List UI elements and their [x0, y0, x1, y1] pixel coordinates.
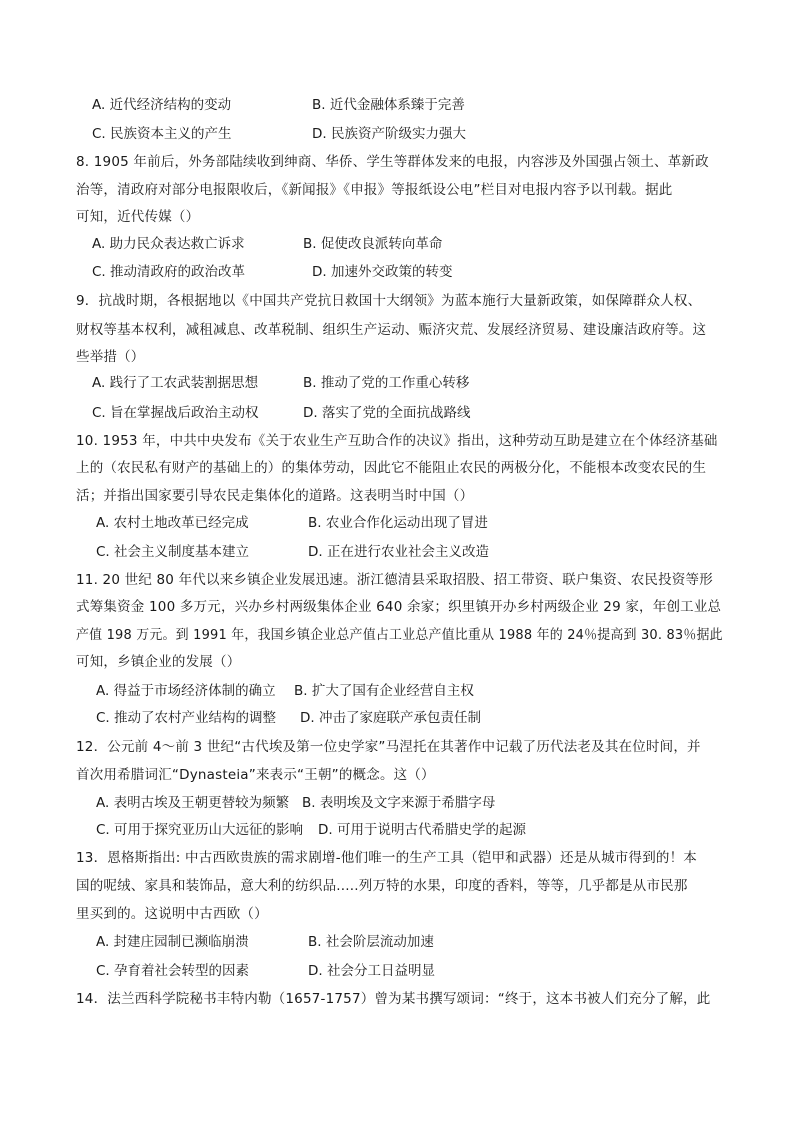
- q12-stem-line: 首次用希腊词汇“Dynasteia”来表示“王朝”的概念。这（）: [76, 767, 435, 783]
- q8-option-b: B. 促使改良派转向革命: [303, 236, 443, 252]
- q9-option-c: C. 旨在掌握战后政治主动权: [92, 405, 259, 421]
- q12-option-c: C. 可用于探究亚历山大远征的影响: [96, 822, 304, 838]
- q7-option-a: A. 近代经济结构的变动: [92, 97, 232, 113]
- q8-stem-line: 治等，清政府对部分电报限收后，《新闻报》《申报》等报纸设公电”栏目对电报内容予以刊载。据此: [76, 182, 673, 198]
- q9-stem-line: 9．抗战时期，各根据地以《中国共产党抗日救国十大纲领》为蓝本施行大量新政策，如保障群众人权、: [76, 293, 702, 309]
- q10-option-a: A. 农村土地改革已经完成: [96, 515, 249, 531]
- q7-option-c: C. 民族资本主义的产生: [92, 126, 232, 142]
- q11-stem-line: 可知，乡镇企业的发展（）: [76, 654, 241, 670]
- q10-stem-line: 活；并指出国家要引导农民走集体化的道路。这表明当时中国（）: [76, 488, 474, 504]
- q8-stem-line: 可知，近代传媒（）: [76, 209, 200, 225]
- q13-option-c: C. 孕育着社会转型的因素: [96, 963, 250, 979]
- q9-option-a: A. 践行了工农武装割据思想: [92, 375, 259, 391]
- q12-option-a: A. 表明古埃及王朝更替较为频繁: [96, 795, 290, 811]
- q11-stem-line: 11. 20 世纪 80 年代以来乡镇企业发展迅速。浙江德清县采取招股、招工带资、联户集资、农民投资等形: [76, 572, 713, 588]
- q13-option-a: A. 封建庄园制已濒临崩溃: [96, 934, 249, 950]
- q8-option-d: D. 加速外交政策的转变: [312, 264, 453, 280]
- q10-option-d: D. 正在进行农业社会主义改造: [308, 544, 489, 560]
- q10-option-c: C. 社会主义制度基本建立: [96, 544, 250, 560]
- q9-option-d: D. 落实了党的全面抗战路线: [303, 405, 471, 421]
- q8-stem-line: 8. 1905 年前后，外务部陆续收到绅商、华侨、学生等群体发来的电报，内容涉及外国强占领土、革新政: [76, 154, 709, 170]
- q12-option-d: D. 可用于说明古代希腊史学的起源: [318, 822, 526, 838]
- q7-option-d: D. 民族资产阶级实力强大: [312, 126, 466, 142]
- q10-stem-line: 10. 1953 年，中共中央发布《关于农业生产互助合作的决议》指出，这种劳动互助是建立在个体经济基础: [76, 433, 718, 449]
- q11-stem-line: 产值 198 万元。到 1991 年，我国乡镇企业总产值占工业总产值比重从 1988 年的 24％提高到 30. 83％据此: [76, 627, 723, 643]
- q10-stem-line: 上的（农民私有财产的基础上的）的集体劳动，因此它不能阻止农民的两极分化，不能根本改变农民的生: [76, 460, 707, 476]
- q11-option-d: D. 冲击了家庭联产承包责任制: [300, 710, 481, 726]
- q11-option-a: A. 得益于市场经济体制的确立: [96, 683, 276, 699]
- q13-stem-line: 国的呢绒、家具和装饰品，意大利的纺织品.....列万特的水果，印度的香料，等等，几乎都是从市民那: [76, 878, 688, 894]
- q14-stem-line: 14．法兰西科学院秘书丰特内勒（1657-1757）曾为某书撰写颂词：“终于，这本书被人们充分了解，此: [76, 991, 711, 1007]
- q11-stem-line: 式筹集资金 100 多万元，兴办乡村两级集体企业 640 余家；织里镇开办乡村两级企业 29 家，年创工业总: [76, 599, 722, 615]
- q8-option-a: A. 助力民众表达救亡诉求: [92, 236, 245, 252]
- q11-option-c: C. 推动了农村产业结构的调整: [96, 710, 277, 726]
- q13-option-b: B. 社会阶层流动加速: [308, 934, 434, 950]
- q10-option-b: B. 农业合作化运动出现了冒进: [308, 515, 488, 531]
- q12-option-b: B. 表明埃及文字来源于希腊字母: [302, 795, 496, 811]
- q13-stem-line: 里买到的。这说明中古西欧（）: [76, 906, 268, 922]
- q9-stem-line: 些举措（）: [76, 349, 145, 365]
- q12-stem-line: 12．公元前 4～前 3 世纪“古代埃及第一位史学家”马涅托在其著作中记载了历代法老及其在位时间，并: [76, 739, 701, 755]
- q8-option-c: C. 推动清政府的政治改革: [92, 264, 246, 280]
- q11-option-b: B. 扩大了国有企业经营自主权: [294, 683, 474, 699]
- q13-stem-line: 13．恩格斯指出: 中古西欧贵族的需求剧增-他们唯一的生产工具（铠甲和武器）还是从城市得到的！本: [76, 850, 697, 866]
- q9-stem-line: 财权等基本权利，减租减息、改革税制、组织生产运动、赈济灾荒、发展经济贸易、建设廉洁政府等。这: [76, 322, 707, 338]
- q13-option-d: D. 社会分工日益明显: [308, 963, 435, 979]
- q7-option-b: B. 近代金融体系臻于完善: [312, 97, 465, 113]
- q9-option-b: B. 推动了党的工作重心转移: [303, 375, 470, 391]
